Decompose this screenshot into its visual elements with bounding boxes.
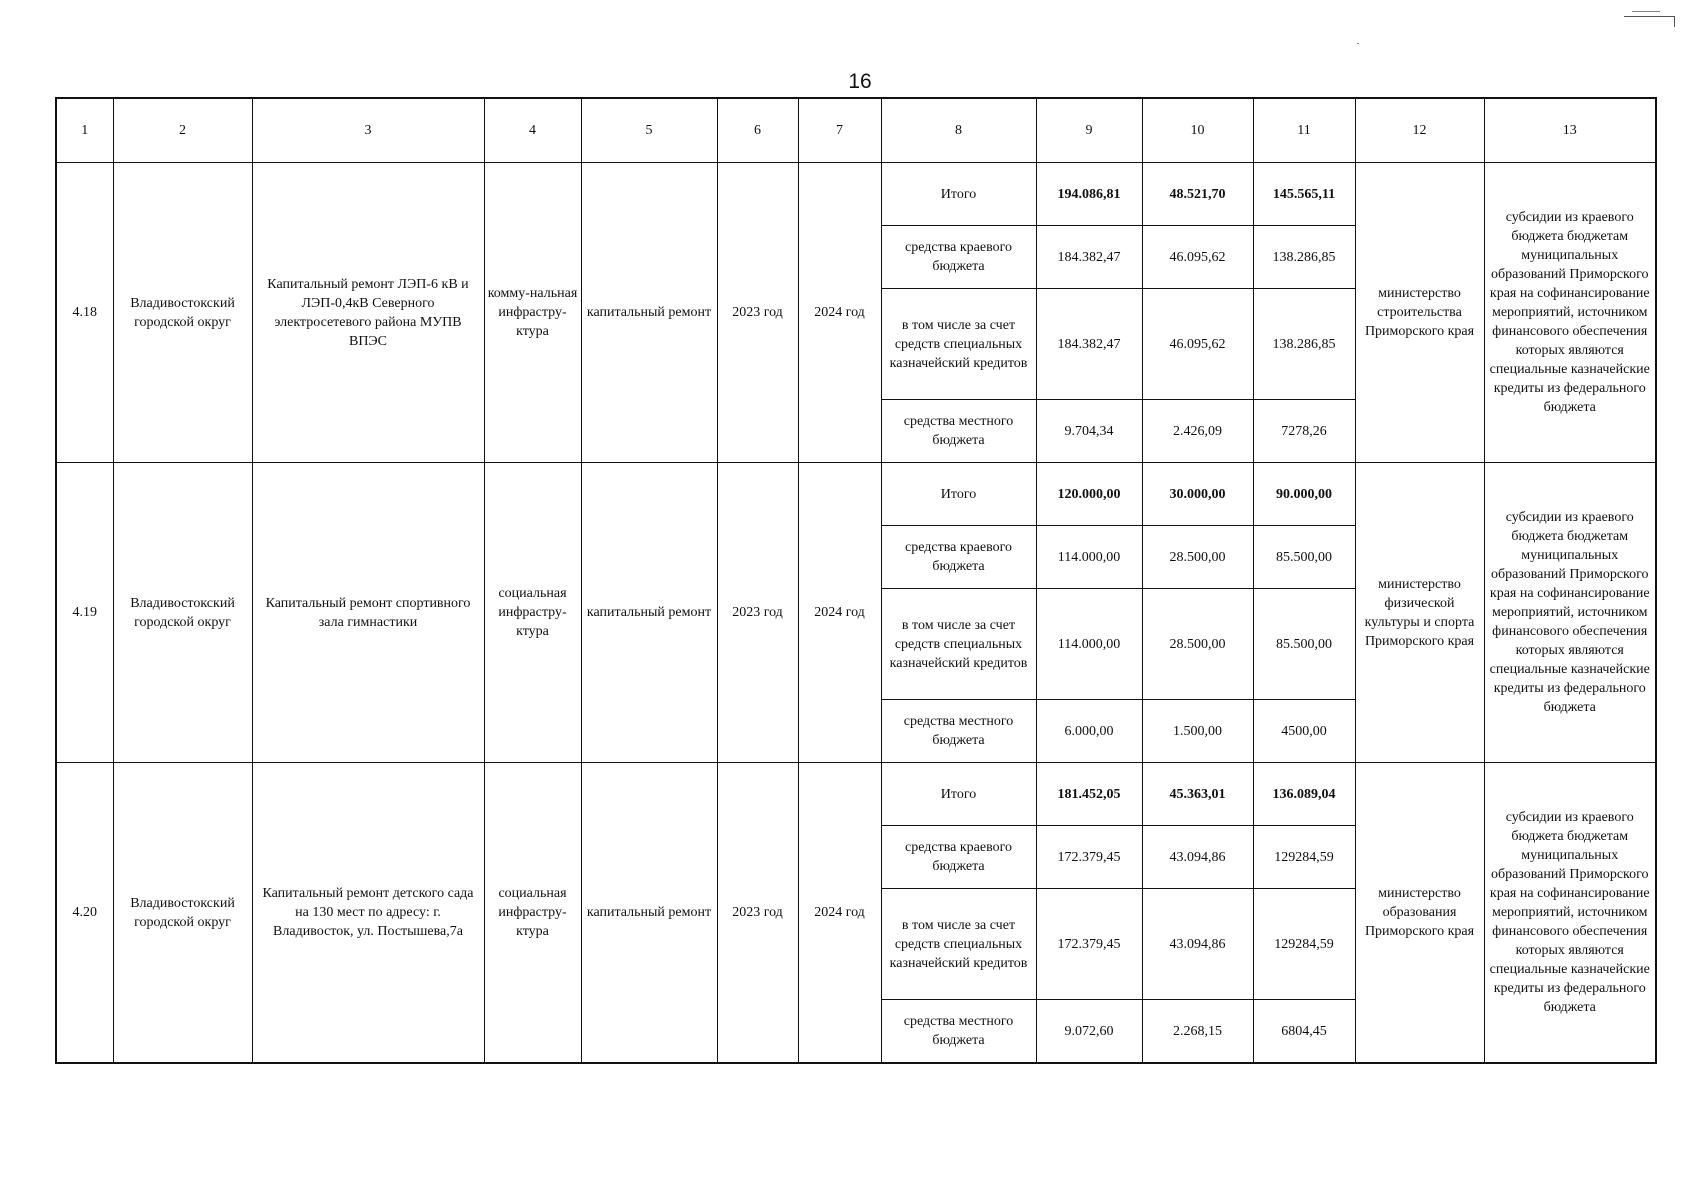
column-header: 13 — [1484, 98, 1656, 163]
column-header: 2 — [113, 98, 252, 163]
funding-source: в том числе за счет средств специальных казначейский кредитов — [881, 889, 1036, 1000]
amount-year-1: 30.000,00 — [1142, 463, 1253, 526]
responsible-ministry: министерство строительства Приморского края — [1355, 163, 1484, 463]
amount-total: 9.072,60 — [1036, 1000, 1142, 1064]
year-start: 2023 год — [717, 463, 798, 763]
table-row — [56, 763, 1656, 826]
amount-year-2: 85.500,00 — [1253, 589, 1355, 700]
work-type: капитальный ремонт — [581, 163, 717, 463]
amount-year-2: 7278,26 — [1253, 400, 1355, 463]
amount-year-1: 1.500,00 — [1142, 700, 1253, 763]
amount-total: 114.000,00 — [1036, 526, 1142, 589]
column-header: 1 — [56, 98, 113, 163]
column-header: 7 — [798, 98, 881, 163]
amount-year-2: 4500,00 — [1253, 700, 1355, 763]
column-header: 6 — [717, 98, 798, 163]
amount-total: 194.086,81 — [1036, 163, 1142, 226]
funding-source: средства краевого бюджета — [881, 826, 1036, 889]
funding-source: Итого — [881, 763, 1036, 826]
year-start: 2023 год — [717, 763, 798, 1064]
year-end: 2024 год — [798, 763, 881, 1064]
amount-year-1: 48.521,70 — [1142, 163, 1253, 226]
item-code: 4.19 — [56, 463, 113, 763]
funding-note: субсидии из краевого бюджета бюджетам муниципальных образований Приморского края на софинансирование мероприятий, источником финансового обеспечения которых являются специальные казначейские кредиты из федерального бюджета — [1484, 463, 1656, 763]
funding-note: субсидии из краевого бюджета бюджетам муниципальных образований Приморского края на софинансирование мероприятий, источником финансового обеспечения которых являются специальные казначейские кредиты из федерального бюджета — [1484, 163, 1656, 463]
amount-year-2: 6804,45 — [1253, 1000, 1355, 1064]
scan-corner-mark — [1624, 16, 1675, 27]
funding-source: средства местного бюджета — [881, 700, 1036, 763]
funding-source: Итого — [881, 163, 1036, 226]
column-header: 3 — [252, 98, 484, 163]
municipality: Владивостокский городской округ — [113, 463, 252, 763]
column-header: 10 — [1142, 98, 1253, 163]
amount-year-1: 46.095,62 — [1142, 289, 1253, 400]
object-name: Капитальный ремонт детского сада на 130 мест по адресу: г. Владивосток, ул. Постышева,7а — [252, 763, 484, 1064]
funding-source: средства краевого бюджета — [881, 226, 1036, 289]
header-row — [56, 98, 1656, 163]
work-type: капитальный ремонт — [581, 763, 717, 1064]
table-row — [56, 163, 1656, 226]
column-header: 11 — [1253, 98, 1355, 163]
amount-year-2: 90.000,00 — [1253, 463, 1355, 526]
amount-total: 9.704,34 — [1036, 400, 1142, 463]
municipality: Владивостокский городской округ — [113, 163, 252, 463]
year-end: 2024 год — [798, 463, 881, 763]
infrastructure-type: комму-нальная инфрастру-ктура — [484, 163, 581, 463]
amount-total: 120.000,00 — [1036, 463, 1142, 526]
funding-source: Итого — [881, 463, 1036, 526]
column-header: 9 — [1036, 98, 1142, 163]
funding-source: в том числе за счет средств специальных казначейский кредитов — [881, 289, 1036, 400]
municipality: Владивостокский городской округ — [113, 763, 252, 1064]
amount-year-1: 2.268,15 — [1142, 1000, 1253, 1064]
amount-year-2: 138.286,85 — [1253, 289, 1355, 400]
funding-source: средства местного бюджета — [881, 1000, 1036, 1064]
scan-corner-mark — [1632, 11, 1660, 12]
page-number: 16 — [848, 70, 872, 93]
scan-speck — [1357, 43, 1359, 44]
object-name: Капитальный ремонт спортивного зала гимнастики — [252, 463, 484, 763]
funding-note: субсидии из краевого бюджета бюджетам муниципальных образований Приморского края на софинансирование мероприятий, источником финансового обеспечения которых являются специальные казначейские кредиты из федерального бюджета — [1484, 763, 1656, 1064]
budget-table — [55, 97, 1657, 1064]
column-header: 5 — [581, 98, 717, 163]
infrastructure-type: социальная инфрастру-ктура — [484, 463, 581, 763]
amount-year-1: 46.095,62 — [1142, 226, 1253, 289]
amount-year-1: 28.500,00 — [1142, 589, 1253, 700]
amount-total: 184.382,47 — [1036, 226, 1142, 289]
amount-total: 6.000,00 — [1036, 700, 1142, 763]
object-name: Капитальный ремонт ЛЭП-6 кВ и ЛЭП-0,4кВ Северного электросетевого района МУПВ ВПЭС — [252, 163, 484, 463]
amount-year-2: 145.565,11 — [1253, 163, 1355, 226]
amount-total: 184.382,47 — [1036, 289, 1142, 400]
item-code: 4.20 — [56, 763, 113, 1064]
item-code: 4.18 — [56, 163, 113, 463]
amount-total: 172.379,45 — [1036, 826, 1142, 889]
amount-year-2: 85.500,00 — [1253, 526, 1355, 589]
work-type: капитальный ремонт — [581, 463, 717, 763]
amount-year-2: 136.089,04 — [1253, 763, 1355, 826]
amount-total: 172.379,45 — [1036, 889, 1142, 1000]
amount-year-1: 43.094,86 — [1142, 826, 1253, 889]
amount-year-1: 28.500,00 — [1142, 526, 1253, 589]
responsible-ministry: министерство образования Приморского края — [1355, 763, 1484, 1064]
amount-total: 114.000,00 — [1036, 589, 1142, 700]
amount-year-2: 129284,59 — [1253, 826, 1355, 889]
amount-year-1: 43.094,86 — [1142, 889, 1253, 1000]
funding-source: средства местного бюджета — [881, 400, 1036, 463]
funding-source: средства краевого бюджета — [881, 526, 1036, 589]
amount-total: 181.452,05 — [1036, 763, 1142, 826]
infrastructure-type: социальная инфрастру-ктура — [484, 763, 581, 1064]
amount-year-1: 45.363,01 — [1142, 763, 1253, 826]
amount-year-2: 129284,59 — [1253, 889, 1355, 1000]
table-row — [56, 463, 1656, 526]
amount-year-1: 2.426,09 — [1142, 400, 1253, 463]
column-header: 12 — [1355, 98, 1484, 163]
column-header: 4 — [484, 98, 581, 163]
funding-source: в том числе за счет средств специальных казначейский кредитов — [881, 589, 1036, 700]
column-header: 8 — [881, 98, 1036, 163]
year-end: 2024 год — [798, 163, 881, 463]
amount-year-2: 138.286,85 — [1253, 226, 1355, 289]
responsible-ministry: министерство физической культуры и спорта Приморского края — [1355, 463, 1484, 763]
year-start: 2023 год — [717, 163, 798, 463]
